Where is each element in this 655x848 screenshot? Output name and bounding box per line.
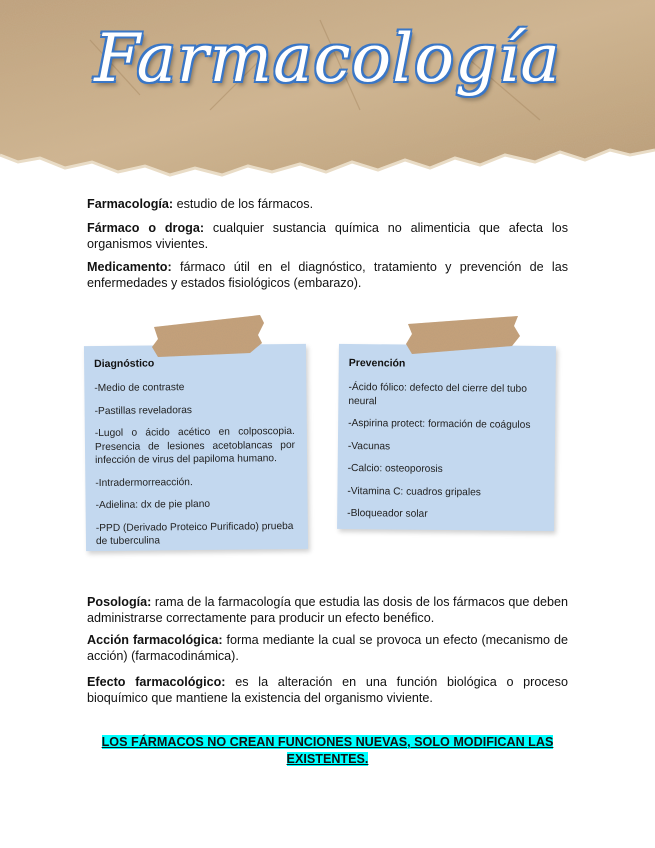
highlight-note [87,734,568,768]
list-item: -Lugol o ácido acético en colposcopia. Presencia de lesiones acetoblancas por infección de virus del papiloma humano. [94,425,296,467]
card-diagnostico [84,344,308,551]
definition-term: Acción farmacológica: [87,633,223,647]
definition-efecto [87,674,568,706]
definition-text: cualquier sustancia química no alimenticia que afecta los organismos vivientes. [87,221,568,251]
highlight-text: LOS FÁRMACOS NO CREAN FUNCIONES NUEVAS, SOLO MODIFICAN LAS EXISTENTES. [101,735,554,766]
definition-term: Medicamento: [87,260,172,274]
page-title: Farmacología [94,20,561,97]
card-heading: Diagnóstico [94,357,155,371]
list-item: -Calcio: osteoporosis [347,462,443,475]
list-item: -Bloqueador solar [347,507,428,520]
definition-text: forma mediante la cual se provoca un efecto (mecanismo de acción) (farmacodinámica). [87,633,568,663]
list-item: -Intradermorreacción. [95,476,193,489]
definition-farmaco [87,220,568,252]
definition-accion [87,632,568,664]
list-item: -Vacunas [347,440,391,452]
tape-decoration [402,312,522,356]
definition-farmacologia [87,196,568,212]
definition-term: Posología: [87,595,152,609]
definition-text: fármaco útil en el diagnóstico, tratamiento y prevención de las enfermedades y estados fisiológicos (embarazo). [87,260,568,290]
definition-posologia [87,594,568,626]
definition-medicamento [87,259,568,291]
list-item: -Aspirina protect: formación de coágulos [348,417,531,431]
list-item: -Adielina: dx de pie plano [95,498,211,512]
list-item: -PPD (Derivado Proteico Purificado) prueba de tuberculina [95,520,294,548]
card-heading: Prevención [348,356,406,370]
definition-text: es la alteración en una función biológica o proceso bioquímico que mantiene la existencia del organismo viviente. [87,675,568,705]
list-item: -Pastillas reveladoras [94,404,193,417]
definition-term: Efecto farmacológico: [87,675,226,689]
card-prevencion [337,344,556,531]
list-item: -Vitamina C: cuadros gripales [347,485,481,498]
definition-term: Farmacología: [87,197,174,211]
definition-term: Fármaco o droga: [87,221,205,235]
definition-text: rama de la farmacología que estudia las dosis de los fármacos que deben administrarse correctamente para producir un efecto benéfico. [87,595,568,625]
definition-text: estudio de los fármacos. [173,197,314,211]
tape-decoration [150,313,268,359]
list-item: -Medio de contraste [94,382,185,395]
list-item: -Ácido fólico: defecto del cierre del tubo neural [348,381,527,407]
